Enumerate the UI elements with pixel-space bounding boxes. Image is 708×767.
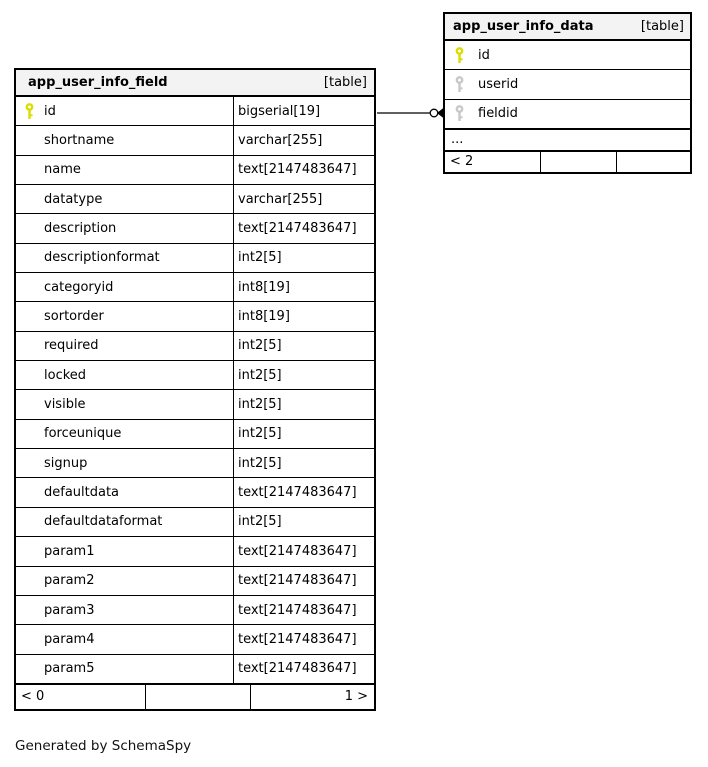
column-row-param3 [16, 596, 374, 625]
key-slot [16, 449, 44, 477]
key-slot [16, 625, 44, 653]
footer-parents-count [616, 152, 690, 172]
column-rows [16, 97, 374, 684]
column-row-id [445, 41, 690, 70]
key-slot [16, 273, 44, 301]
key-slot [16, 420, 44, 448]
column-type: int2[5] [233, 361, 374, 389]
key-slot [16, 214, 44, 242]
key-slot [445, 70, 478, 98]
column-name: fieldid [478, 106, 518, 122]
column-type: int8[19] [233, 273, 374, 301]
table-header [16, 70, 374, 97]
key-slot [445, 100, 478, 128]
column-name: param3 [44, 602, 95, 618]
column-type: text[2147483647] [233, 596, 374, 624]
key-icon [455, 76, 464, 93]
column-name: forceunique [44, 426, 122, 442]
key-slot [16, 126, 44, 154]
column-row-defaultdata [16, 478, 374, 507]
arrowhead-icon [437, 108, 443, 118]
column-type: int2[5] [233, 332, 374, 360]
column-name: param4 [44, 631, 95, 647]
column-type: bigserial[19] [233, 97, 374, 125]
fk-relationship-connector [377, 103, 443, 123]
column-row-sortorder [16, 302, 374, 331]
key-slot [16, 302, 44, 330]
column-row-param1 [16, 537, 374, 566]
column-row-description [16, 214, 374, 243]
table-box-app-user-info-data [443, 12, 692, 174]
column-name: param2 [44, 573, 95, 589]
key-icon [455, 105, 464, 122]
column-row-userid [445, 70, 690, 99]
table-header [445, 14, 690, 41]
column-type: text[2147483647] [233, 214, 374, 242]
column-name: visible [44, 397, 86, 413]
key-slot [16, 185, 44, 213]
column-row-param2 [16, 567, 374, 596]
column-name: name [44, 162, 81, 178]
column-name: sortorder [44, 309, 104, 325]
column-row-name [16, 156, 374, 185]
column-type: text[2147483647] [233, 625, 374, 653]
key-slot [16, 655, 44, 683]
table-footer [16, 684, 374, 709]
column-name: shortname [44, 133, 115, 149]
column-row-datatype [16, 185, 374, 214]
key-slot [16, 361, 44, 389]
column-name: datatype [44, 191, 103, 207]
hidden-columns-ellipsis: ... [445, 129, 690, 151]
column-type: text[2147483647] [233, 567, 374, 595]
key-slot [16, 97, 44, 125]
footer-middle-cell [145, 685, 250, 709]
column-row-visible [16, 390, 374, 419]
footer-children-count: < 2 [450, 154, 474, 170]
column-row-required [16, 332, 374, 361]
table-kind-badge: [table] [640, 19, 684, 34]
column-row-forceunique [16, 420, 374, 449]
key-slot [445, 41, 478, 69]
column-name: categoryid [44, 279, 114, 295]
column-type: text[2147483647] [233, 537, 374, 565]
column-type: int8[19] [233, 302, 374, 330]
column-name: locked [44, 367, 87, 383]
column-row-id [16, 97, 374, 126]
key-slot [16, 567, 44, 595]
column-row-locked [16, 361, 374, 390]
column-type: varchar[255] [233, 185, 374, 213]
table-footer [445, 151, 690, 172]
key-slot [16, 596, 44, 624]
key-slot [16, 537, 44, 565]
column-name: id [44, 103, 56, 119]
generated-by-label: Generated by SchemaSpy [15, 738, 192, 754]
column-type: int2[5] [233, 420, 374, 448]
key-slot [16, 478, 44, 506]
footer-parents-count: 1 > [250, 685, 374, 709]
column-row-signup [16, 449, 374, 478]
column-name: descriptionformat [44, 250, 160, 266]
column-type: int2[5] [233, 390, 374, 418]
table-kind-badge: [table] [323, 75, 367, 90]
column-row-fieldid [445, 100, 690, 129]
key-slot [16, 332, 44, 360]
column-name: userid [478, 76, 519, 92]
column-name: signup [44, 455, 88, 471]
column-row-param4 [16, 625, 374, 654]
column-type: text[2147483647] [233, 156, 374, 184]
column-name: param1 [44, 543, 95, 559]
column-name: id [478, 47, 490, 63]
column-rows [445, 41, 690, 129]
column-type: int2[5] [233, 244, 374, 272]
column-row-param5 [16, 655, 374, 684]
column-row-categoryid [16, 273, 374, 302]
column-type: int2[5] [233, 508, 374, 536]
key-icon [25, 103, 34, 120]
column-row-descriptionformat [16, 244, 374, 273]
table-title[interactable]: app_user_info_field [28, 75, 168, 90]
column-name: defaultdataformat [44, 514, 163, 530]
table-title[interactable]: app_user_info_data [453, 19, 594, 34]
key-slot [16, 390, 44, 418]
column-name: param5 [44, 661, 95, 677]
cardinality-circle-icon [430, 109, 438, 117]
key-slot [16, 156, 44, 184]
key-slot [16, 508, 44, 536]
key-icon [455, 47, 464, 64]
key-slot [16, 244, 44, 272]
column-row-defaultdataformat [16, 508, 374, 537]
column-type: text[2147483647] [233, 655, 374, 683]
column-type: int2[5] [233, 449, 374, 477]
column-type: text[2147483647] [233, 478, 374, 506]
column-type: varchar[255] [233, 126, 374, 154]
footer-middle-cell [540, 152, 616, 172]
column-name: defaultdata [44, 485, 120, 501]
footer-children-count: < 0 [21, 689, 45, 705]
column-name: required [44, 338, 99, 354]
table-box-app-user-info-field [14, 68, 376, 711]
column-row-shortname [16, 126, 374, 155]
column-name: description [44, 221, 117, 237]
